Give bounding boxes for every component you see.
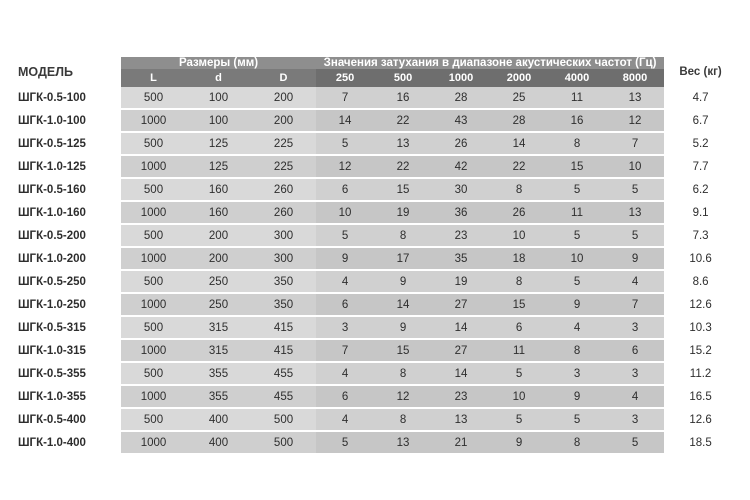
cell-4000: 3 — [548, 363, 606, 384]
table-body — [13, 87, 737, 453]
cell-d: 160 — [186, 179, 251, 200]
cell-1000: 27 — [432, 340, 490, 361]
table-row — [13, 225, 737, 246]
cell-weight: 8.6 — [664, 271, 737, 292]
cell-4000: 9 — [548, 294, 606, 315]
header-col-250: 250 — [316, 69, 374, 87]
cell-d: 100 — [186, 87, 251, 108]
cell-model: ШГК-0.5-100 — [13, 87, 121, 108]
cell-8000: 6 — [606, 340, 664, 361]
cell-1000: 36 — [432, 202, 490, 223]
cell-2000: 5 — [490, 363, 548, 384]
cell-8000: 13 — [606, 202, 664, 223]
cell-L: 1000 — [121, 386, 186, 407]
cell-250: 6 — [316, 179, 374, 200]
cell-L: 1000 — [121, 294, 186, 315]
cell-250: 6 — [316, 386, 374, 407]
cell-4000: 11 — [548, 87, 606, 108]
cell-500: 14 — [374, 294, 432, 315]
cell-8000: 5 — [606, 225, 664, 246]
cell-250: 4 — [316, 409, 374, 430]
header-col-2000: 2000 — [490, 69, 548, 87]
table-row — [13, 294, 737, 315]
cell-model: ШГК-1.0-200 — [13, 248, 121, 269]
cell-250: 5 — [316, 133, 374, 154]
header-col-D: D — [251, 69, 316, 87]
table-row — [13, 386, 737, 407]
cell-L: 1000 — [121, 156, 186, 177]
cell-8000: 5 — [606, 432, 664, 453]
cell-4000: 16 — [548, 110, 606, 131]
cell-500: 22 — [374, 156, 432, 177]
cell-d: 125 — [186, 133, 251, 154]
table-row — [13, 133, 737, 154]
table-row — [13, 271, 737, 292]
cell-model: ШГК-0.5-400 — [13, 409, 121, 430]
cell-1000: 13 — [432, 409, 490, 430]
cell-2000: 15 — [490, 294, 548, 315]
cell-2000: 25 — [490, 87, 548, 108]
cell-4000: 8 — [548, 340, 606, 361]
cell-4000: 8 — [548, 133, 606, 154]
cell-2000: 11 — [490, 340, 548, 361]
cell-8000: 10 — [606, 156, 664, 177]
cell-d: 315 — [186, 340, 251, 361]
cell-250: 14 — [316, 110, 374, 131]
cell-8000: 12 — [606, 110, 664, 131]
cell-8000: 5 — [606, 179, 664, 200]
cell-4000: 10 — [548, 248, 606, 269]
attenuation-spec-table — [13, 57, 737, 453]
cell-weight: 7.7 — [664, 156, 737, 177]
table-row — [13, 409, 737, 430]
cell-4000: 8 — [548, 432, 606, 453]
cell-D: 200 — [251, 87, 316, 108]
cell-2000: 9 — [490, 432, 548, 453]
cell-L: 1000 — [121, 248, 186, 269]
cell-500: 13 — [374, 133, 432, 154]
cell-8000: 7 — [606, 294, 664, 315]
cell-model: ШГК-0.5-160 — [13, 179, 121, 200]
cell-500: 8 — [374, 363, 432, 384]
cell-model: ШГК-0.5-250 — [13, 271, 121, 292]
cell-model: ШГК-0.5-315 — [13, 317, 121, 338]
cell-d: 400 — [186, 409, 251, 430]
cell-500: 22 — [374, 110, 432, 131]
cell-250: 6 — [316, 294, 374, 315]
cell-D: 415 — [251, 340, 316, 361]
header-attenuation-group: Значения затухания в диапазоне акустических частот (Гц) — [316, 57, 664, 69]
cell-weight: 12.6 — [664, 294, 737, 315]
cell-weight: 5.2 — [664, 133, 737, 154]
cell-d: 400 — [186, 432, 251, 453]
header-col-d: d — [186, 69, 251, 87]
cell-weight: 7.3 — [664, 225, 737, 246]
cell-weight: 15.2 — [664, 340, 737, 361]
cell-1000: 23 — [432, 386, 490, 407]
table-header — [13, 57, 737, 87]
cell-500: 9 — [374, 271, 432, 292]
cell-250: 7 — [316, 87, 374, 108]
cell-d: 355 — [186, 386, 251, 407]
cell-250: 5 — [316, 432, 374, 453]
cell-250: 4 — [316, 363, 374, 384]
cell-D: 455 — [251, 363, 316, 384]
cell-2000: 10 — [490, 386, 548, 407]
table-row — [13, 340, 737, 361]
cell-2000: 6 — [490, 317, 548, 338]
cell-1000: 26 — [432, 133, 490, 154]
cell-weight: 6.7 — [664, 110, 737, 131]
cell-1000: 14 — [432, 317, 490, 338]
cell-D: 200 — [251, 110, 316, 131]
cell-4000: 5 — [548, 179, 606, 200]
cell-4000: 9 — [548, 386, 606, 407]
cell-model: ШГК-1.0-250 — [13, 294, 121, 315]
cell-weight: 6.2 — [664, 179, 737, 200]
cell-2000: 8 — [490, 271, 548, 292]
cell-L: 500 — [121, 317, 186, 338]
cell-model: ШГК-1.0-160 — [13, 202, 121, 223]
table-row — [13, 179, 737, 200]
cell-8000: 7 — [606, 133, 664, 154]
cell-8000: 3 — [606, 409, 664, 430]
cell-model: ШГК-0.5-355 — [13, 363, 121, 384]
cell-D: 300 — [251, 225, 316, 246]
cell-2000: 8 — [490, 179, 548, 200]
cell-2000: 18 — [490, 248, 548, 269]
cell-1000: 19 — [432, 271, 490, 292]
cell-4000: 15 — [548, 156, 606, 177]
cell-500: 9 — [374, 317, 432, 338]
cell-1000: 30 — [432, 179, 490, 200]
cell-L: 500 — [121, 133, 186, 154]
cell-1000: 27 — [432, 294, 490, 315]
cell-1000: 35 — [432, 248, 490, 269]
cell-D: 415 — [251, 317, 316, 338]
cell-D: 455 — [251, 386, 316, 407]
cell-L: 500 — [121, 225, 186, 246]
header-col-8000: 8000 — [606, 69, 664, 87]
cell-weight: 9.1 — [664, 202, 737, 223]
cell-d: 160 — [186, 202, 251, 223]
cell-d: 200 — [186, 225, 251, 246]
cell-500: 17 — [374, 248, 432, 269]
cell-500: 8 — [374, 225, 432, 246]
table-row — [13, 363, 737, 384]
cell-4000: 5 — [548, 225, 606, 246]
cell-250: 12 — [316, 156, 374, 177]
cell-D: 500 — [251, 409, 316, 430]
cell-1000: 42 — [432, 156, 490, 177]
cell-2000: 10 — [490, 225, 548, 246]
cell-500: 19 — [374, 202, 432, 223]
cell-model: ШГК-1.0-125 — [13, 156, 121, 177]
cell-4000: 5 — [548, 409, 606, 430]
cell-4000: 5 — [548, 271, 606, 292]
header-col-L: L — [121, 69, 186, 87]
cell-L: 500 — [121, 409, 186, 430]
cell-8000: 13 — [606, 87, 664, 108]
table-row — [13, 432, 737, 453]
cell-8000: 3 — [606, 363, 664, 384]
table-row — [13, 248, 737, 269]
cell-D: 225 — [251, 133, 316, 154]
header-row-groups — [13, 57, 737, 69]
header-col-4000: 4000 — [548, 69, 606, 87]
cell-2000: 28 — [490, 110, 548, 131]
cell-D: 260 — [251, 202, 316, 223]
cell-L: 500 — [121, 87, 186, 108]
cell-1000: 28 — [432, 87, 490, 108]
cell-d: 250 — [186, 294, 251, 315]
header-col-500: 500 — [374, 69, 432, 87]
cell-1000: 14 — [432, 363, 490, 384]
cell-500: 12 — [374, 386, 432, 407]
table-row — [13, 110, 737, 131]
cell-8000: 4 — [606, 386, 664, 407]
cell-model: ШГК-0.5-200 — [13, 225, 121, 246]
cell-4000: 4 — [548, 317, 606, 338]
cell-4000: 11 — [548, 202, 606, 223]
cell-500: 16 — [374, 87, 432, 108]
header-dimensions-group: Размеры (мм) — [121, 57, 316, 69]
cell-model: ШГК-1.0-355 — [13, 386, 121, 407]
cell-2000: 5 — [490, 409, 548, 430]
cell-250: 3 — [316, 317, 374, 338]
cell-d: 315 — [186, 317, 251, 338]
cell-L: 500 — [121, 271, 186, 292]
cell-250: 4 — [316, 271, 374, 292]
table-row — [13, 202, 737, 223]
cell-d: 125 — [186, 156, 251, 177]
header-weight: Вес (кг) — [664, 57, 737, 87]
cell-weight: 11.2 — [664, 363, 737, 384]
cell-L: 500 — [121, 179, 186, 200]
cell-D: 500 — [251, 432, 316, 453]
cell-L: 500 — [121, 363, 186, 384]
cell-250: 10 — [316, 202, 374, 223]
header-col-1000: 1000 — [432, 69, 490, 87]
cell-1000: 21 — [432, 432, 490, 453]
cell-model: ШГК-1.0-100 — [13, 110, 121, 131]
cell-2000: 22 — [490, 156, 548, 177]
header-row-subcolumns — [13, 69, 737, 87]
cell-500: 8 — [374, 409, 432, 430]
cell-500: 13 — [374, 432, 432, 453]
cell-L: 1000 — [121, 110, 186, 131]
cell-weight: 10.3 — [664, 317, 737, 338]
cell-D: 225 — [251, 156, 316, 177]
cell-L: 1000 — [121, 432, 186, 453]
cell-D: 350 — [251, 294, 316, 315]
cell-D: 260 — [251, 179, 316, 200]
cell-L: 1000 — [121, 340, 186, 361]
cell-d: 250 — [186, 271, 251, 292]
cell-weight: 10.6 — [664, 248, 737, 269]
table-row — [13, 156, 737, 177]
cell-model: ШГК-1.0-315 — [13, 340, 121, 361]
cell-1000: 43 — [432, 110, 490, 131]
cell-2000: 14 — [490, 133, 548, 154]
cell-2000: 26 — [490, 202, 548, 223]
header-model: МОДЕЛЬ — [13, 57, 121, 87]
cell-weight: 4.7 — [664, 87, 737, 108]
cell-500: 15 — [374, 340, 432, 361]
cell-250: 5 — [316, 225, 374, 246]
cell-250: 7 — [316, 340, 374, 361]
cell-D: 300 — [251, 248, 316, 269]
cell-d: 200 — [186, 248, 251, 269]
table-row — [13, 317, 737, 338]
cell-8000: 3 — [606, 317, 664, 338]
cell-model: ШГК-0.5-125 — [13, 133, 121, 154]
cell-8000: 9 — [606, 248, 664, 269]
cell-model: ШГК-1.0-400 — [13, 432, 121, 453]
cell-500: 15 — [374, 179, 432, 200]
cell-d: 100 — [186, 110, 251, 131]
cell-weight: 12.6 — [664, 409, 737, 430]
cell-250: 9 — [316, 248, 374, 269]
cell-1000: 23 — [432, 225, 490, 246]
cell-D: 350 — [251, 271, 316, 292]
cell-d: 355 — [186, 363, 251, 384]
cell-weight: 18.5 — [664, 432, 737, 453]
cell-L: 1000 — [121, 202, 186, 223]
table-row — [13, 87, 737, 108]
cell-8000: 4 — [606, 271, 664, 292]
cell-weight: 16.5 — [664, 386, 737, 407]
